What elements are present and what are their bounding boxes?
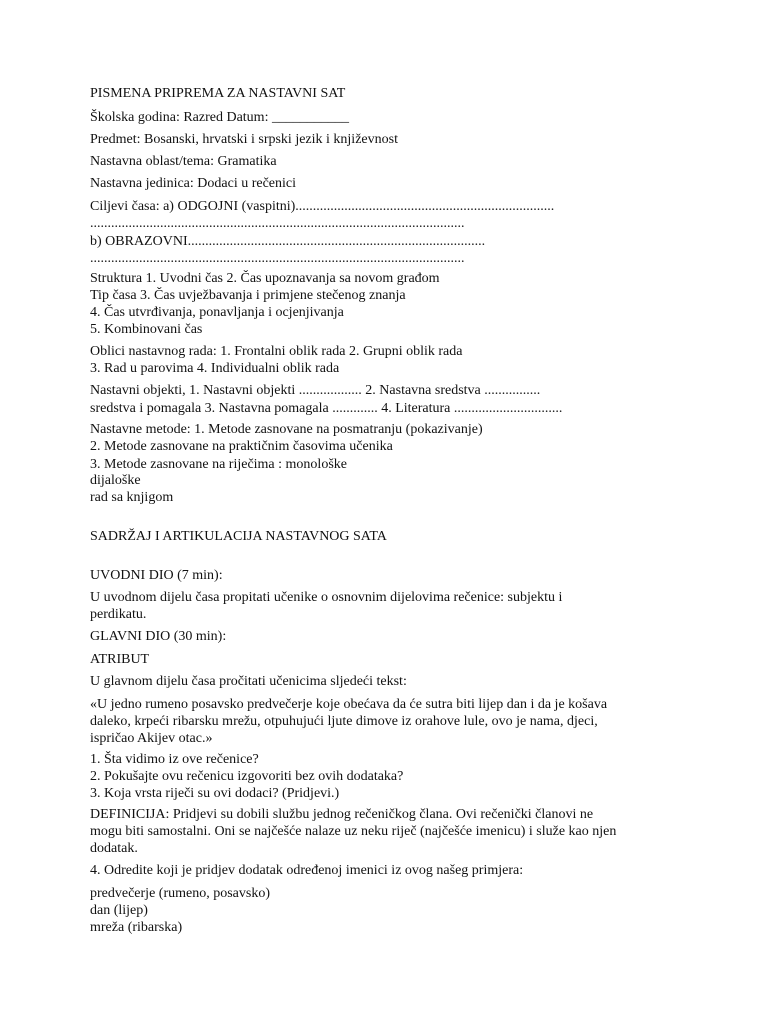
doc-line-question-1: 1. Šta vidimo iz ove rečenice? bbox=[90, 752, 259, 767]
doc-line-question-2: 2. Pokušajte ovu rečenicu izgovoriti bez ovih dodataka? bbox=[90, 769, 404, 784]
doc-line-subject: Predmet: Bosanski, hrvatski i srpski jezik i književnost bbox=[90, 132, 398, 147]
doc-line-methods-2: 2. Metode zasnovane na praktičnim časovima učenika bbox=[90, 439, 393, 454]
doc-line-dialogic: dijaloške bbox=[90, 473, 141, 488]
doc-line-book-work: rad sa knjigom bbox=[90, 490, 174, 505]
doc-line-example-3: mreža (ribarska) bbox=[90, 920, 183, 935]
doc-line-structure-4: 4. Čas utvrđivanja, ponavljanja i ocjenjivanja bbox=[90, 305, 344, 320]
doc-title: PISMENA PRIPREMA ZA NASTAVNI SAT bbox=[90, 86, 346, 101]
doc-line-teaching-aids: sredstva i pomagala 3. Nastavna pomagala ............. 4. Literatura ............................... bbox=[90, 401, 563, 416]
doc-line-quote-2: daleko, krpeći ribarsku mrežu, otpuhujući ljute dimove iz orahove lule, ovo je nama, djeci, bbox=[90, 714, 598, 729]
doc-line-question-3: 3. Koja vrsta riječi su ovi dodaci? (Pridjevi.) bbox=[90, 786, 340, 801]
doc-line-teaching-objects: Nastavni objekti, 1. Nastavni objekti .................. 2. Nastavna sredstva ................ bbox=[90, 383, 541, 398]
section-heading-attribute: ATRIBUT bbox=[90, 652, 150, 667]
doc-line-methods-3: 3. Metode zasnovane na riječima : monološke bbox=[90, 457, 347, 472]
doc-line-goals-a: Ciljevi časa: a) ODGOJNI (vaspitni).......................................................................... bbox=[90, 199, 555, 214]
doc-line-intro-text-2: perdikatu. bbox=[90, 607, 147, 622]
doc-line-definition-1: DEFINICIJA: Pridjevi su dobili službu jednog rečeničkog člana. Ovi rečenički članovi ne bbox=[90, 807, 594, 822]
section-heading-intro: UVODNI DIO (7 min): bbox=[90, 568, 223, 583]
doc-line-unit: Nastavna jedinica: Dodaci u rečenici bbox=[90, 176, 297, 191]
doc-line-example-1: predvečerje (rumeno, posavsko) bbox=[90, 886, 270, 901]
doc-line-dots-2: ........................................................................................................... bbox=[90, 251, 465, 266]
doc-line-quote-1: «U jedno rumeno posavsko predvečerje koje obećava da će sutra biti lijep dan i da je košava bbox=[90, 697, 608, 712]
doc-line-methods-1: Nastavne metode: 1. Metode zasnovane na posmatranju (pokazivanje) bbox=[90, 422, 483, 437]
doc-line-topic: Nastavna oblast/tema: Gramatika bbox=[90, 154, 277, 169]
doc-line-work-forms-2: 3. Rad u parovima 4. Individualni oblik rada bbox=[90, 361, 340, 376]
doc-line-structure: Struktura 1. Uvodni čas 2. Čas upoznavanja sa novom građom bbox=[90, 271, 440, 286]
doc-line-lesson-type: Tip časa 3. Čas uvježbavanja i primjene stečenog znanja bbox=[90, 288, 406, 303]
section-heading-content: SADRŽAJ I ARTIKULACIJA NASTAVNOG SATA bbox=[90, 529, 387, 544]
doc-line-intro-text-1: U uvodnom dijelu časa propitati učenike o osnovnim dijelovima rečenice: subjektu i bbox=[90, 590, 563, 605]
doc-line-question-4: 4. Odredite koji je pridjev dodatak određenoj imenici iz ovog našeg primjera: bbox=[90, 863, 524, 878]
doc-line-definition-3: dodatak. bbox=[90, 841, 138, 856]
doc-line-work-forms: Oblici nastavnog rada: 1. Frontalni oblik rada 2. Grupni oblik rada bbox=[90, 344, 463, 359]
doc-line-definition-2: mogu biti samostalni. Oni se najčešće nalaze uz neku riječ (najčešće imenicu) i služe kao njen bbox=[90, 824, 617, 839]
doc-line-goals-b: b) OBRAZOVNI..................................................................................... bbox=[90, 234, 486, 249]
section-heading-main: GLAVNI DIO (30 min): bbox=[90, 629, 227, 644]
doc-line-example-2: dan (lijep) bbox=[90, 903, 148, 918]
doc-line-main-text: U glavnom dijelu časa pročitati učenicima sljedeći tekst: bbox=[90, 674, 407, 689]
doc-line-structure-5: 5. Kombinovani čas bbox=[90, 322, 203, 337]
doc-line-quote-3: ispričao Akijev otac.» bbox=[90, 731, 213, 746]
doc-line-dots-1: ........................................................................................................... bbox=[90, 216, 465, 231]
doc-line-school-year: Školska godina: Razred Datum: ___________ bbox=[90, 110, 349, 125]
